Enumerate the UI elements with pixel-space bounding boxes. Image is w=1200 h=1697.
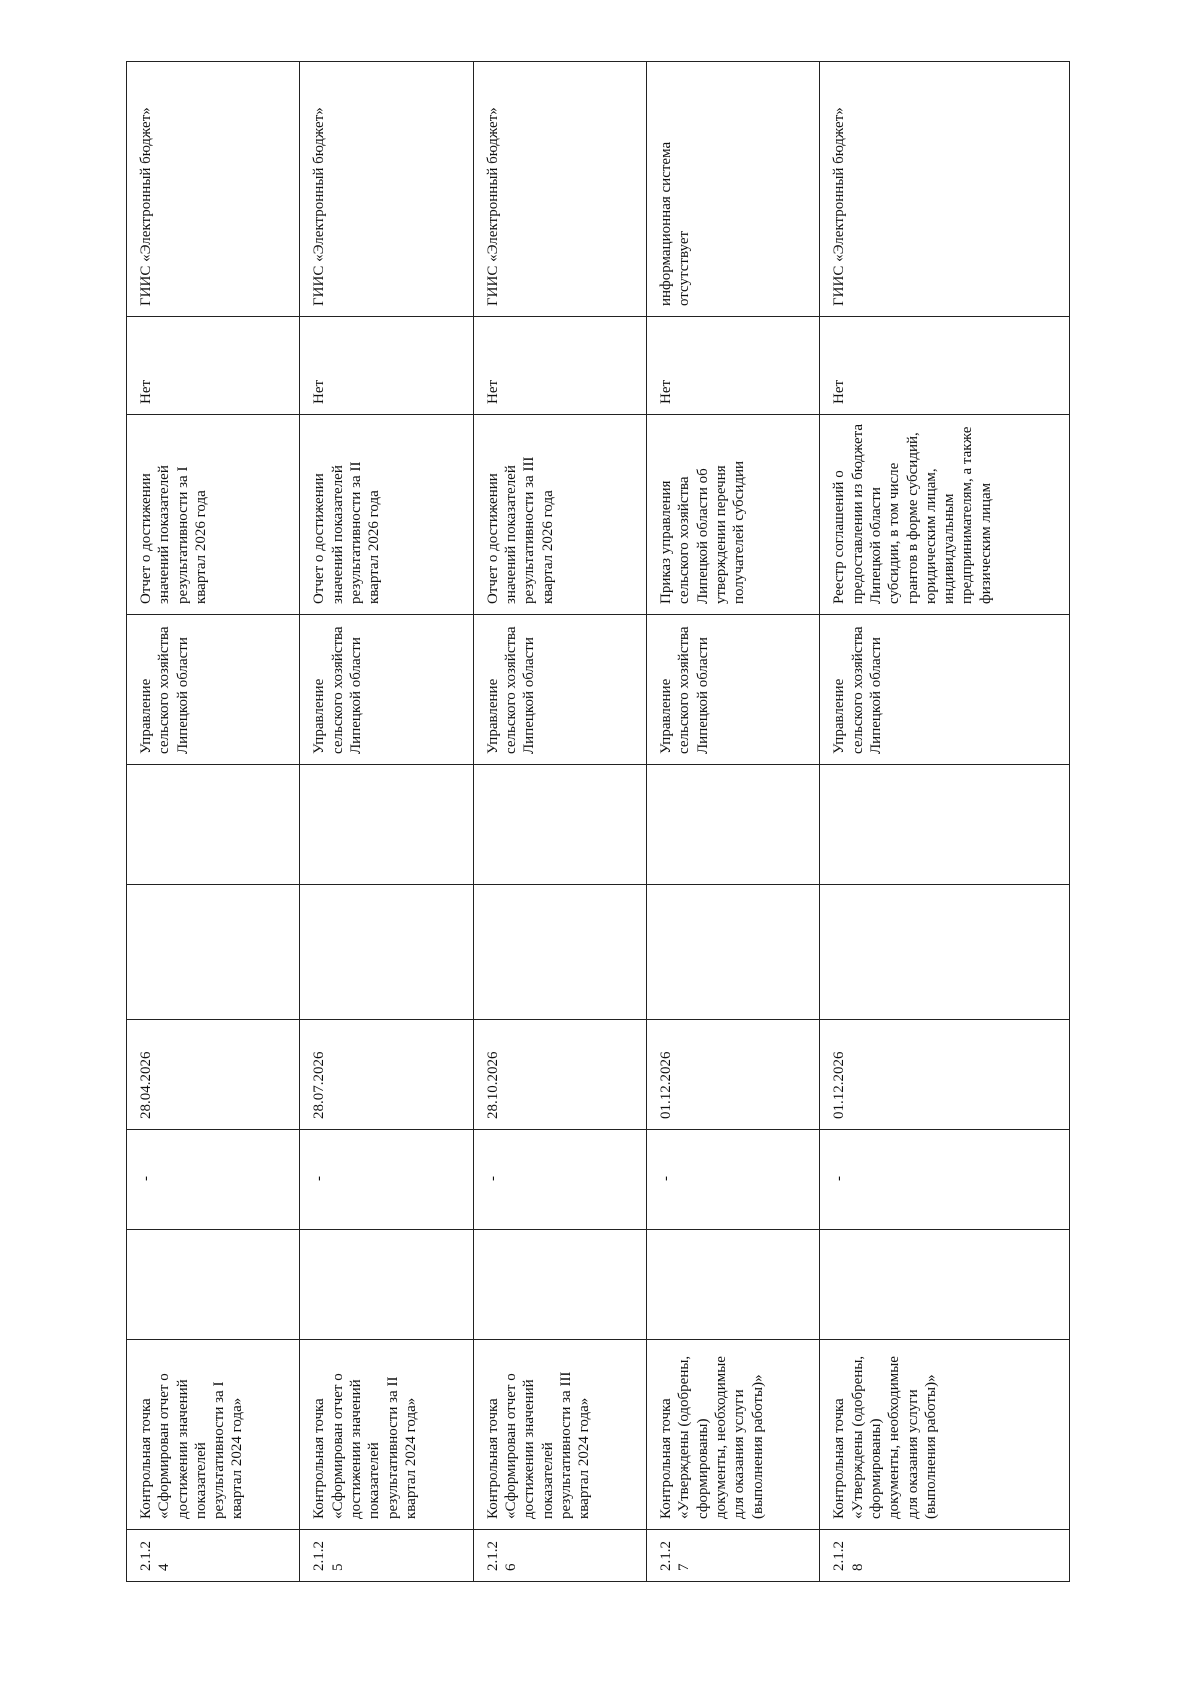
end-date [647, 1020, 820, 1130]
confirming-document-text: Реестр соглашений о предоставлении из бюджета Липецкой области субсидии, в том числе грантов в форме субсидий, юридическим лицам, индивидуальным предпринимателям, а также физическим лицам [831, 423, 994, 604]
confirming-document-text: Отчет о достижении значений показателей результативности за III квартал 2026 года [484, 456, 556, 604]
approval-flag [473, 317, 646, 415]
approval-flag [127, 317, 300, 415]
end-date-text: 28.04.2026 [138, 1051, 154, 1119]
end-date [820, 1020, 1070, 1130]
responsible-executor [300, 615, 473, 765]
row-number-text: 2.1.28 [831, 1541, 866, 1571]
confirming-document [300, 415, 473, 615]
confirming-document-text: Приказ управления сельского хозяйства Липецкой области об утверждении перечня получателей субсидии [658, 460, 748, 604]
row-number [300, 1530, 473, 1582]
row-number [473, 1530, 646, 1582]
control-point-name-text: Контрольная точка «Утверждены (одобрены, сформированы) документы, необходимые для оказания услуги (выполнения работы)» [831, 1355, 939, 1519]
control-point-name-text: Контрольная точка «Сформирован отчет о достижении значений показателей результативности за III квартал 2024 года» [484, 1371, 593, 1519]
empty-cell [473, 1230, 646, 1340]
control-point-name [820, 1340, 1070, 1530]
empty-cell [127, 885, 300, 1020]
start-date [647, 1130, 820, 1230]
information-system [300, 62, 473, 317]
information-system [647, 62, 820, 317]
responsible-executor [473, 615, 646, 765]
empty-cell [647, 765, 820, 885]
approval-flag-text: Нет [138, 379, 154, 404]
approval-flag [820, 317, 1070, 415]
empty-cell [473, 885, 646, 1020]
responsible-executor-text: Управление сельского хозяйства Липецкой области [138, 626, 191, 754]
empty-cell [820, 1230, 1070, 1340]
control-point-name [647, 1340, 820, 1530]
control-points-table [126, 61, 1070, 1582]
table-row [647, 62, 820, 1582]
empty-cell [820, 765, 1070, 885]
start-date-text: - [831, 1176, 848, 1181]
end-date [473, 1020, 646, 1130]
approval-flag-text: Нет [484, 379, 501, 404]
start-date [127, 1130, 300, 1230]
responsible-executor-text: Управление сельского хозяйства Липецкой области [311, 626, 364, 754]
end-date-text: 28.07.2026 [311, 1051, 328, 1119]
table-row [300, 62, 473, 1582]
empty-cell [127, 1230, 300, 1340]
end-date-text: 01.12.2026 [658, 1051, 675, 1119]
row-number [820, 1530, 1070, 1582]
start-date [820, 1130, 1070, 1230]
empty-cell [647, 1230, 820, 1340]
control-point-name-text: Контрольная точка «Сформирован отчет о достижении значений показателей результативности за I квартал 2024 года» [138, 1373, 246, 1519]
responsible-executor [820, 615, 1070, 765]
empty-cell [300, 885, 473, 1020]
control-point-name [300, 1340, 473, 1530]
confirming-document [647, 415, 820, 615]
information-system [820, 62, 1070, 317]
start-date-text: - [484, 1176, 501, 1181]
information-system-text: ГИИС «Электронный бюджет» [311, 107, 328, 306]
approval-flag [647, 317, 820, 415]
information-system-text: ГИИС «Электронный бюджет» [831, 107, 848, 306]
row-number-text: 2.1.24 [138, 1541, 173, 1571]
row-number-text: 2.1.25 [311, 1541, 346, 1571]
row-number [127, 1530, 300, 1582]
information-system [473, 62, 646, 317]
start-date-text: - [311, 1176, 328, 1181]
start-date [300, 1130, 473, 1230]
table-row [473, 62, 646, 1582]
confirming-document-text: Отчет о достижении значений показателей результативности за I квартал 2026 года [138, 465, 209, 604]
rotated-page-content [126, 62, 1070, 1582]
row-number-text: 2.1.27 [658, 1541, 693, 1571]
confirming-document [473, 415, 646, 615]
row-number-text: 2.1.26 [484, 1541, 519, 1571]
responsible-executor [127, 615, 300, 765]
empty-cell [647, 885, 820, 1020]
responsible-executor-text: Управление сельского хозяйства Липецкой области [658, 626, 711, 754]
table-row [820, 62, 1070, 1582]
table-row [127, 62, 300, 1582]
responsible-executor-text: Управление сельского хозяйства Липецкой области [484, 626, 538, 754]
approval-flag-text: Нет [658, 379, 675, 404]
row-number [647, 1530, 820, 1582]
approval-flag [300, 317, 473, 415]
empty-cell [820, 885, 1070, 1020]
confirming-document-text: Отчет о достижении значений показателей результативности за II квартал 2026 года [311, 461, 383, 604]
empty-cell [300, 765, 473, 885]
confirming-document [820, 415, 1070, 615]
information-system [127, 62, 300, 317]
confirming-document [127, 415, 300, 615]
start-date-text: - [658, 1176, 675, 1181]
responsible-executor [647, 615, 820, 765]
approval-flag-text: Нет [831, 379, 848, 404]
control-point-name [473, 1340, 646, 1530]
information-system-text: ГИИС «Электронный бюджет» [484, 107, 501, 306]
control-point-name-text: Контрольная точка «Утверждены (одобрены, сформированы) документы, необходимые для оказания услуги (выполнения работы)» [658, 1355, 766, 1519]
end-date [300, 1020, 473, 1130]
approval-flag-text: Нет [311, 379, 328, 404]
information-system-text: ГИИС «Электронный бюджет» [138, 107, 154, 306]
end-date [127, 1020, 300, 1130]
empty-cell [127, 765, 300, 885]
end-date-text: 28.10.2026 [484, 1051, 501, 1119]
start-date [473, 1130, 646, 1230]
control-point-name [127, 1340, 300, 1530]
information-system-text: информационная система отсутствует [658, 141, 693, 306]
responsible-executor-text: Управление сельского хозяйства Липецкой области [831, 626, 884, 754]
end-date-text: 01.12.2026 [831, 1051, 848, 1119]
start-date-text: - [138, 1176, 154, 1181]
empty-cell [300, 1230, 473, 1340]
control-point-name-text: Контрольная точка «Сформирован отчет о достижении значений показателей результативности за II квартал 2024 года» [311, 1373, 419, 1519]
empty-cell [473, 765, 646, 885]
